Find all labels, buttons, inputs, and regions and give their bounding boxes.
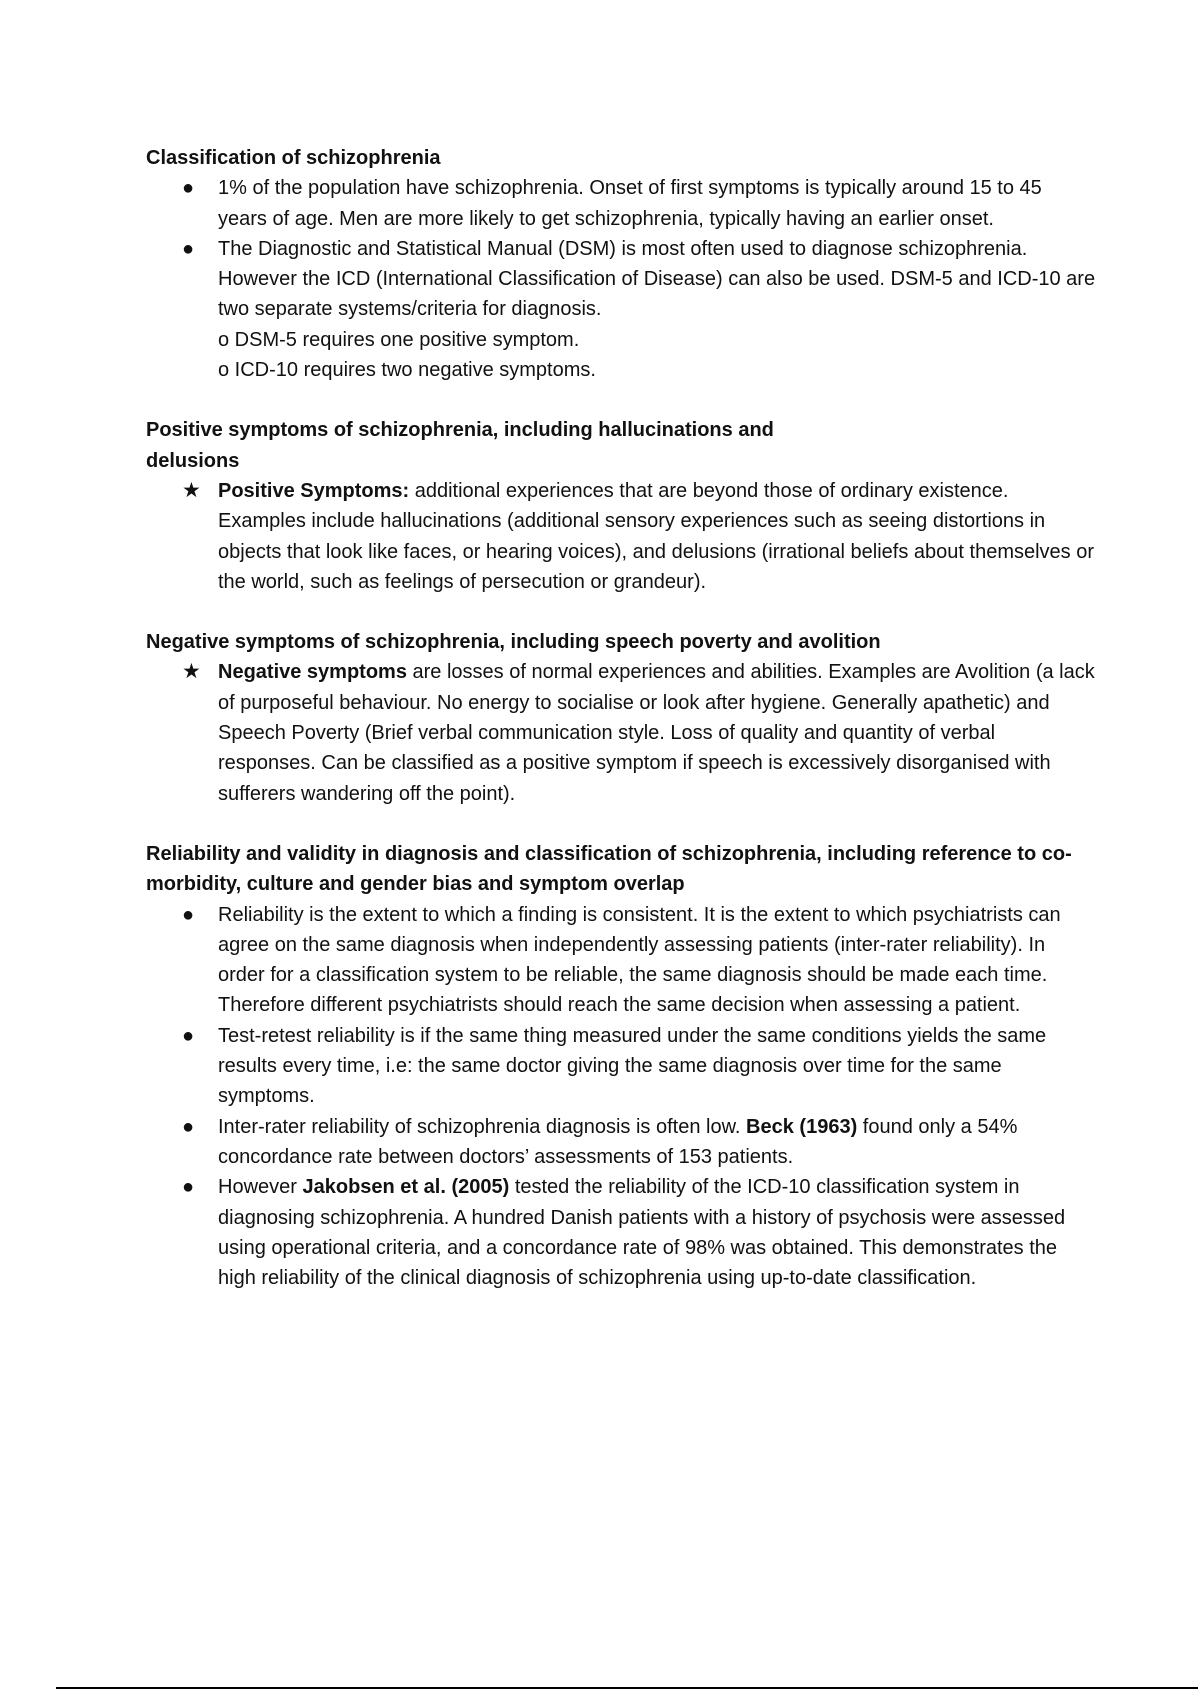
bullet-icon: ● (182, 237, 195, 260)
document-page (146, 143, 1096, 1293)
bullet-list (146, 173, 1096, 385)
list-item-text: The Diagnostic and Statistical Manual (DSM) is most often used to diagnose schizophrenia. However the ICD (International Classification of Disease) can also be used. DSM-5 and ICD-10 are two separate systems/criteria for diagnosis. (218, 237, 1096, 321)
list-item (146, 900, 1096, 1021)
list-item (146, 476, 1096, 597)
sub-item: o DSM-5 requires one positive symptom. (218, 328, 580, 351)
list-item-text: found only a 54% concordance rate between doctors’ assessments of 153 patients. (218, 1115, 1018, 1168)
star-list (146, 657, 1096, 808)
section-positive-symptoms (146, 415, 1096, 597)
sub-item: o ICD-10 requires two negative symptoms. (218, 359, 596, 382)
star-list (146, 476, 1096, 597)
list-item-text: 1% of the population have schizophrenia. Onset of first symptoms is typically around 15 to 45 years of age. Men are more likely to get schizophrenia, typically having an earlier onset. (218, 177, 1042, 230)
term-label: Positive Symptoms: (218, 479, 410, 502)
section-heading: Reliability and validity in diagnosis and classification of schizophrenia, including reference to co-morbidity, culture and gender bias and symptom overlap (146, 842, 1072, 896)
section-negative-symptoms (146, 627, 1096, 809)
section-reliability-validity (146, 839, 1096, 1293)
bullet-icon: ● (182, 1024, 195, 1047)
list-item-text: Inter-rater reliability of schizophrenia diagnosis is often low. (218, 1115, 747, 1138)
bullet-icon: ● (182, 1176, 195, 1199)
list-item (146, 1172, 1096, 1293)
section-classification (146, 143, 1096, 385)
star-icon: ★ (182, 660, 201, 684)
list-item (146, 173, 1096, 234)
footer-divider (56, 1687, 1198, 1689)
list-item-text: additional experiences that are beyond those of ordinary existence. Examples include hallucinations (additional sensory experiences such as seeing distortions in objects that look like faces, or hearing voices), and delusions (irrational beliefs about themselves or the world, such as feelings of persecution or grandeur). (218, 479, 1095, 593)
star-icon: ★ (182, 478, 201, 502)
bullet-icon: ● (182, 903, 195, 926)
citation: Beck (1963) (746, 1115, 858, 1138)
section-heading (146, 415, 1096, 476)
list-item-text: tested the reliability of the ICD-10 classification system in diagnosing schizophrenia. A hundred Danish patients with a history of psychosis were assessed using operational criteria, and a concordance rate of 98% was obtained. This demonstrates the high reliability of the clinical diagnosis of schizophrenia using up-to-date classification. (218, 1176, 1066, 1290)
section-heading-line: Positive symptoms of schizophrenia, including hallucinations and (146, 419, 774, 442)
list-item (146, 657, 1096, 808)
list-item (146, 1112, 1096, 1173)
term-label: Negative symptoms (218, 661, 407, 684)
bullet-icon: ● (182, 1115, 195, 1138)
list-item-text: Test-retest reliability is if the same thing measured under the same conditions yields the same results every time, i.e: the same doctor giving the same diagnosis over time for the same symptoms. (218, 1024, 1047, 1108)
list-item-text: are losses of normal experiences and abilities. Examples are Avolition (a lack of purposeful behaviour. No energy to socialise or look after hygiene. Generally apathetic) and Speech Poverty (Brief verbal communication style. Loss of quality and quantity of verbal responses. Can be classified as a positive symptom if speech is excessively disorganised with sufferers wandering off the point). (218, 661, 1095, 805)
bullet-list (146, 900, 1096, 1294)
section-heading-line: delusions (146, 449, 240, 472)
bullet-icon: ● (182, 177, 195, 200)
section-heading: Negative symptoms of schizophrenia, including speech poverty and avolition (146, 631, 881, 654)
list-item (146, 1021, 1096, 1112)
citation: Jakobsen et al. (2005) (302, 1176, 510, 1199)
list-item-text: However (218, 1176, 303, 1199)
list-item (146, 234, 1096, 385)
section-heading: Classification of schizophrenia (146, 147, 441, 169)
list-item-text: Reliability is the extent to which a finding is consistent. It is the extent to which psychiatrists can agree on the same diagnosis when independently assessing patients (inter-rater reliability). In order for a classification system to be reliable, the same diagnosis should be made each time. Therefore different psychiatrists should reach the same decision when assessing a patient. (218, 903, 1061, 1017)
